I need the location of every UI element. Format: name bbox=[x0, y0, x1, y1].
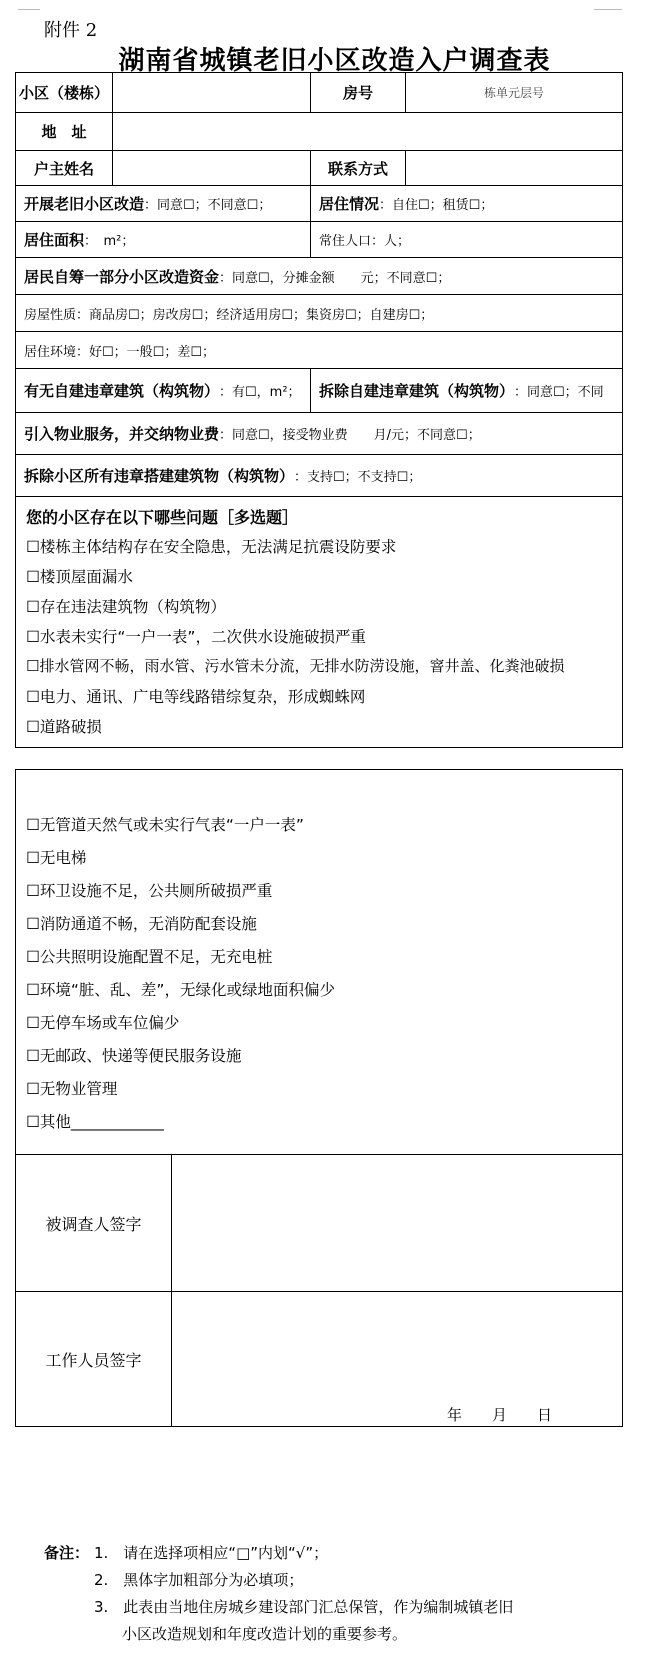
residence-question[interactable] bbox=[310, 186, 622, 221]
problem-option[interactable]: ☐存在违法建筑物（构筑物） bbox=[26, 598, 226, 616]
illegal-label: 有无自建违章建筑（构筑物） bbox=[24, 382, 220, 400]
row-problems-continued bbox=[16, 770, 622, 1155]
contact-label: 联系方式 bbox=[310, 151, 405, 185]
row-respondent-signature bbox=[16, 1155, 622, 1292]
row-environment bbox=[16, 332, 622, 369]
demolish-own-question[interactable] bbox=[310, 369, 622, 412]
row-property-type bbox=[16, 295, 622, 332]
environment-label: 居住环境： bbox=[24, 344, 90, 360]
area-unit: ： m²； bbox=[84, 234, 135, 249]
residence-label: 居住情况 bbox=[319, 195, 380, 213]
row-community bbox=[16, 73, 622, 113]
row-area bbox=[16, 222, 622, 258]
property-service-label: 引入物业服务，并交纳物业费 bbox=[24, 425, 220, 443]
survey-table-continued bbox=[15, 769, 623, 1427]
respondent-signature-label: 被调查人签字 bbox=[45, 1214, 142, 1234]
staff-signature-label: 工作人员签字 bbox=[45, 1350, 142, 1370]
row-renovation bbox=[16, 186, 622, 222]
contact-field[interactable] bbox=[405, 151, 622, 185]
problem-option[interactable]: ☐楼栋主体结构存在安全隐患，无法满足抗震设防要求 bbox=[26, 538, 397, 556]
notes-label: 备注： bbox=[44, 1544, 90, 1562]
signature-date[interactable]: 年 月 日 bbox=[447, 1406, 553, 1424]
problem-option[interactable]: ☐水表未实行“一户一表”，二次供水设施破损严重 bbox=[26, 628, 366, 646]
community-label: 小区（楼栋） bbox=[18, 84, 109, 102]
illegal-question[interactable] bbox=[16, 369, 310, 412]
property-service-question[interactable] bbox=[16, 413, 622, 454]
owner-label: 户主姓名 bbox=[33, 159, 94, 178]
staff-signature-field[interactable] bbox=[171, 1292, 622, 1426]
row-property-service bbox=[16, 413, 622, 455]
address-label: 地 址 bbox=[41, 123, 87, 141]
row-problems bbox=[16, 497, 622, 747]
funding-label: 居民自筹一部分小区改造资金 bbox=[24, 267, 220, 286]
row-staff-signature bbox=[16, 1292, 622, 1426]
owner-field[interactable] bbox=[112, 151, 310, 185]
environment-options[interactable]: 好☐；一般☐；差☐； bbox=[89, 344, 215, 360]
property-type-label: 房屋性质： bbox=[24, 307, 90, 323]
row-funding bbox=[16, 258, 622, 295]
note-item: 小区改造规划和年度改造计划的重要参考。 bbox=[122, 1625, 408, 1643]
problems-heading: 您的小区存在以下哪些问题［多选题］ bbox=[26, 508, 299, 527]
notes-section bbox=[44, 1540, 513, 1648]
demolish-all-question[interactable] bbox=[16, 455, 622, 496]
funding-options[interactable]: ：同意☐，分摊金额 元；不同意☐； bbox=[219, 270, 451, 286]
problem-option[interactable]: ☐排水管网不畅，雨水管、污水管未分流，无排水防涝设施，窨井盖、化粪池破损 bbox=[26, 657, 565, 675]
page-title: 湖南省城镇老旧小区改造入户调查表 bbox=[118, 46, 551, 76]
property-type-options[interactable]: 商品房☐；房改房☐；经济适用房☐；集资房☐；自建房☐； bbox=[89, 307, 434, 323]
renovation-options[interactable]: ：同意☐；不同意☐； bbox=[144, 198, 272, 213]
problem-option[interactable]: ☐无电梯 bbox=[26, 849, 87, 867]
problem-option[interactable]: ☐环境“脏、乱、差”，无绿化或绿地面积偏少 bbox=[26, 981, 335, 999]
problem-option-other[interactable]: ☐其他____________ bbox=[26, 1113, 164, 1131]
problem-option[interactable]: ☐消防通道不畅，无消防配套设施 bbox=[26, 915, 257, 933]
note-item: 1. 请在选择项相应“□”内划“√”； bbox=[94, 1544, 329, 1562]
population-question[interactable]: 常住人口：人； bbox=[310, 222, 622, 257]
problem-option[interactable]: ☐无停车场或车位偏少 bbox=[26, 1014, 180, 1032]
problem-option[interactable]: ☐无邮政、快递等便民服务设施 bbox=[26, 1047, 242, 1065]
demolish-own-options[interactable]: ：同意☐；不同 bbox=[514, 385, 604, 400]
illegal-options[interactable]: ：有☐，m²； bbox=[219, 385, 301, 400]
problem-option[interactable]: ☐环卫设施不足，公共厕所破损严重 bbox=[26, 882, 273, 900]
area-question[interactable] bbox=[16, 222, 310, 257]
property-type-question[interactable] bbox=[16, 295, 622, 331]
problem-option[interactable]: ☐无管道天然气或未实行气表“一户一表” bbox=[26, 816, 304, 834]
row-address bbox=[16, 113, 622, 151]
problem-option[interactable]: ☐公共照明设施配置不足，无充电桩 bbox=[26, 948, 273, 966]
respondent-signature-field[interactable] bbox=[171, 1155, 622, 1291]
note-item: 3. 此表由当地住房城乡建设部门汇总保管，作为编制城镇老旧 bbox=[94, 1598, 514, 1616]
funding-question[interactable] bbox=[16, 258, 622, 294]
community-field[interactable] bbox=[112, 73, 310, 112]
row-demolish-all bbox=[16, 455, 622, 497]
top-rule-left bbox=[18, 9, 40, 10]
note-item: 2. 黑体字加粗部分为必填项； bbox=[94, 1571, 304, 1589]
problem-option[interactable]: ☐楼顶屋面漏水 bbox=[26, 568, 133, 586]
demolish-all-label: 拆除小区所有违章搭建建筑物（构筑物） bbox=[24, 467, 295, 485]
residence-options[interactable]: ：自住☐；租赁☐； bbox=[379, 198, 494, 213]
survey-table-main bbox=[15, 72, 623, 748]
room-field[interactable]: 栋单元层号 bbox=[405, 73, 622, 112]
address-field[interactable] bbox=[112, 113, 622, 150]
room-label: 房号 bbox=[310, 73, 405, 112]
row-illegal-building bbox=[16, 369, 622, 413]
property-service-options[interactable]: ：同意☐，接受物业费 月/元；不同意☐； bbox=[219, 428, 481, 443]
renovation-question[interactable] bbox=[16, 186, 310, 221]
problem-option[interactable]: ☐道路破损 bbox=[26, 718, 102, 736]
area-label: 居住面积 bbox=[24, 231, 85, 249]
problem-option[interactable]: ☐电力、通讯、广电等线路错综复杂，形成蜘蛛网 bbox=[26, 688, 366, 706]
renovation-label: 开展老旧小区改造 bbox=[24, 195, 145, 213]
demolish-own-label: 拆除自建违章建筑（构筑物） bbox=[319, 382, 515, 400]
problem-option[interactable]: ☐无物业管理 bbox=[26, 1080, 118, 1098]
demolish-all-options[interactable]: ：支持☐；不支持☐； bbox=[294, 470, 422, 485]
environment-question[interactable] bbox=[16, 332, 622, 368]
attachment-label: 附件 2 bbox=[44, 20, 98, 41]
row-owner bbox=[16, 151, 622, 186]
top-rule-right bbox=[594, 9, 622, 10]
